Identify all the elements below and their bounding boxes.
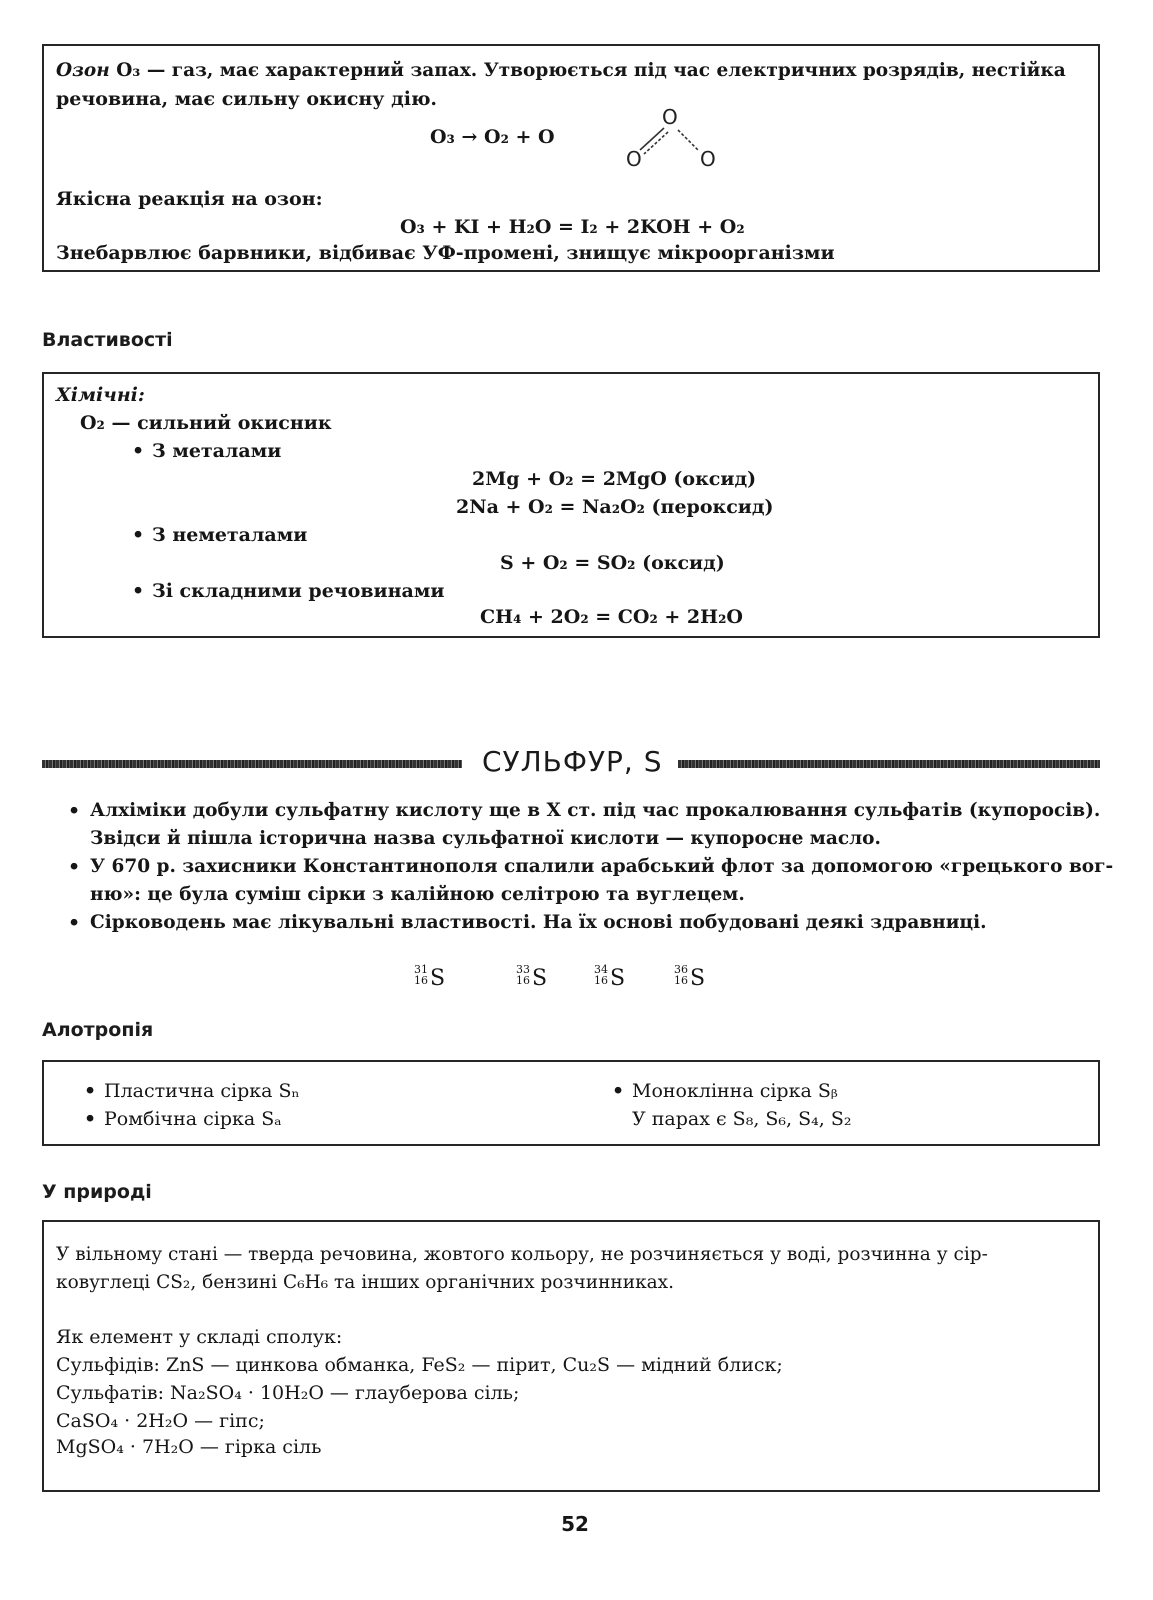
- ozone-atom-right: O: [700, 147, 716, 171]
- allotrope-monoclinic: Моноклінна сірка Sᵦ: [632, 1080, 838, 1102]
- section-rule-right: [678, 760, 1100, 768]
- chemical-label: Хімічні:: [56, 384, 145, 406]
- isotope-mass: 33: [516, 963, 530, 976]
- bullet-nonmetals: •: [132, 524, 145, 546]
- isotope-number: 16: [414, 974, 428, 987]
- ozone-line-1: [56, 58, 1066, 84]
- fact-2-line-1: У 670 р. захисники Константинополя спалили арабський флот за допомогою «грецького вог-: [90, 856, 1114, 877]
- compounds-sulfates: Сульфатів: Na₂SO₄ · 10H₂O — глауберова сіль;: [56, 1382, 520, 1404]
- reaction-s: S + O₂ = SO₂ (оксид): [500, 552, 725, 574]
- allotrope-vapour: У парах є S₈, S₆, S₄, S₂: [632, 1108, 852, 1130]
- bullet-metals: •: [132, 440, 145, 462]
- fact-1-line-2: Звідси й пішла історична назва сульфатної кислоти — купоросне масло.: [90, 828, 881, 849]
- page-number: 52: [561, 1512, 589, 1536]
- ozone-atom-top: O: [662, 105, 678, 129]
- qualitative-reaction: O₃ + KI + H₂O = I₂ + 2KOH + O₂: [400, 216, 745, 238]
- allotrope-bullet-3: •: [612, 1080, 625, 1102]
- compounds-gypsum: CaSO₄ · 2H₂O — гіпс;: [56, 1410, 265, 1432]
- isotope-mass: 36: [674, 963, 688, 976]
- reaction-na: 2Na + O₂ = Na₂O₂ (пероксид): [456, 496, 774, 518]
- compounds-title: Як елемент у складі сполук:: [56, 1326, 343, 1348]
- section-rule-left: [42, 760, 462, 768]
- compounds-sulfides: Сульфідів: ZnS — цинкова обманка, FeS₂ — пірит, Cu₂S — мідний блиск;: [56, 1354, 783, 1376]
- allotrope-plastic: Пластична сірка Sₙ: [104, 1080, 300, 1102]
- nature-heading: У природі: [42, 1181, 152, 1203]
- fact-3-line-1: Сірководень має лікувальні властивості. На їх основі побудовані деякі здравниці.: [90, 912, 987, 933]
- bullet-complex: •: [132, 580, 145, 602]
- isotope-number: 16: [594, 974, 608, 987]
- ozone-decomposition: O₃ → O₂ + O: [430, 126, 555, 148]
- ozone-effects: Знебарвлює барвники, відбиває УФ-промені, знищує мікроорганізми: [56, 242, 835, 264]
- free-state-line-1: У вільному стані — тверда речовина, жовтого кольору, не розчиняється у воді, розчинна у сір-: [56, 1244, 988, 1265]
- allotrope-bullet-1: •: [84, 1080, 97, 1102]
- ozone-structure: [612, 104, 742, 174]
- group-complex-label: Зі складними речовинами: [152, 580, 445, 602]
- isotope-mass: 34: [594, 963, 608, 976]
- isotope-symbol: S: [532, 966, 548, 991]
- group-nonmetals-label: З неметалами: [152, 524, 308, 546]
- ozone-atom-left: O: [626, 147, 642, 171]
- isotope-symbol: S: [690, 966, 706, 991]
- isotope-number: 16: [674, 974, 688, 987]
- isotope-symbol: S: [610, 966, 626, 991]
- isotope-mass: 31: [414, 963, 428, 976]
- section-title: СУЛЬФУР, S: [482, 745, 663, 778]
- fact-2-line-2: ню»: це була суміш сірки з калійною селітрою та вуглецем.: [90, 884, 745, 905]
- fact-bullet-1: •: [68, 800, 81, 822]
- oxidizer-line: O₂ — сильний окисник: [80, 412, 332, 434]
- ozone-term: Озон: [56, 60, 110, 81]
- qualitative-reaction-title: Якісна реакція на озон:: [56, 188, 323, 210]
- allotrope-bullet-2: •: [84, 1108, 97, 1130]
- fact-1-line-1: Алхіміки добули сульфатну кислоту ще в X ст. під час прокалювання сульфатів (купоросів).: [90, 800, 1101, 821]
- allotrope-rhombic: Ромбічна сірка Sₐ: [104, 1108, 282, 1130]
- compounds-epsom: MgSO₄ · 7H₂O — гірка сіль: [56, 1436, 322, 1458]
- fact-bullet-3: •: [68, 912, 81, 934]
- free-state-line-2: ковуглеці CS₂, бензині C₆H₆ та інших органічних розчинниках.: [56, 1272, 674, 1293]
- isotope-symbol: S: [430, 966, 446, 991]
- group-metals-label: З металами: [152, 440, 282, 462]
- reaction-ch4: CH₄ + 2O₂ = CO₂ + 2H₂O: [480, 606, 743, 628]
- reaction-mg: 2Mg + O₂ = 2MgO (оксид): [472, 468, 757, 490]
- ozone-line-1-rest: O₃ — газ, має характерний запах. Утворюється під час електричних розрядів, нестійка: [109, 60, 1066, 81]
- ozone-line-2: речовина, має сильну окисну дію.: [56, 88, 438, 110]
- fact-bullet-2: •: [68, 856, 81, 878]
- allotropy-heading: Алотропія: [42, 1019, 154, 1041]
- properties-heading: Властивості: [42, 329, 173, 351]
- isotope-number: 16: [516, 974, 530, 987]
